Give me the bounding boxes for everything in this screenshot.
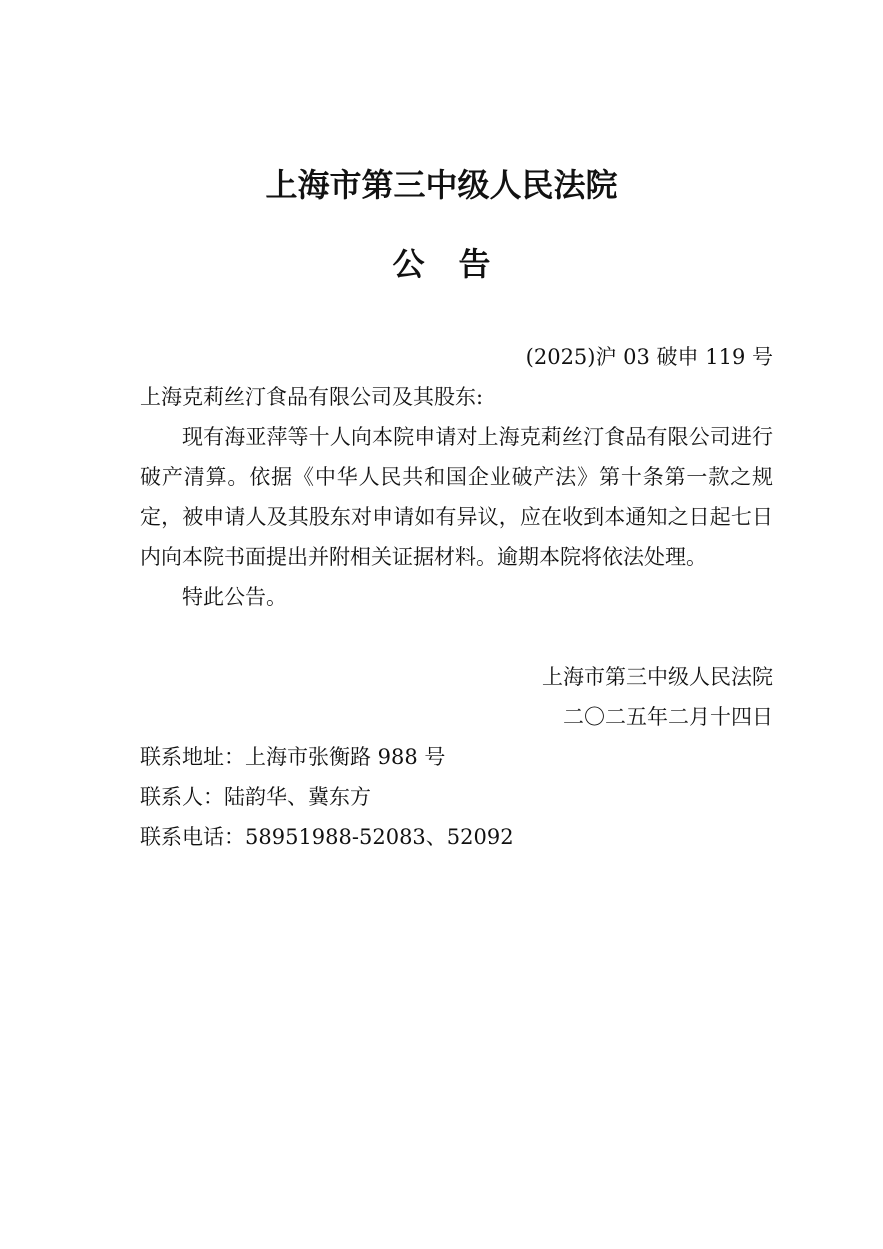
notice-title: 公告 [392,245,525,283]
contact-address: 联系地址：上海市张衡路 988 号 [140,745,446,769]
case-number: (2025)沪 03 破申 119 号 [525,345,773,369]
closing-line: 特此公告。 [182,585,287,609]
contact-phone: 联系电话：58951988-52083、52092 [140,825,514,849]
signature-date: 二〇二五年二月十四日 [563,705,773,729]
contact-persons: 联系人：陆韵华、冀东方 [140,785,371,809]
signature-court: 上海市第三中级人民法院 [542,665,773,689]
body-paragraph: 现有海亚萍等十人向本院申请对上海克莉丝汀食品有限公司进行破产清算。依据《中华人民共和国企业破产法》第十条第一款之规定，被申请人及其股东对申请如有异议，应在收到本通知之日起七日内向本院书面提出并附相关证据材料。逾期本院将依法处理。 [140,425,773,569]
section-spacer [140,617,773,657]
court-title: 上海市第三中级人民法院 [265,166,618,204]
document-body [140,337,773,857]
addressee: 上海克莉丝汀食品有限公司及其股东: [140,385,484,409]
